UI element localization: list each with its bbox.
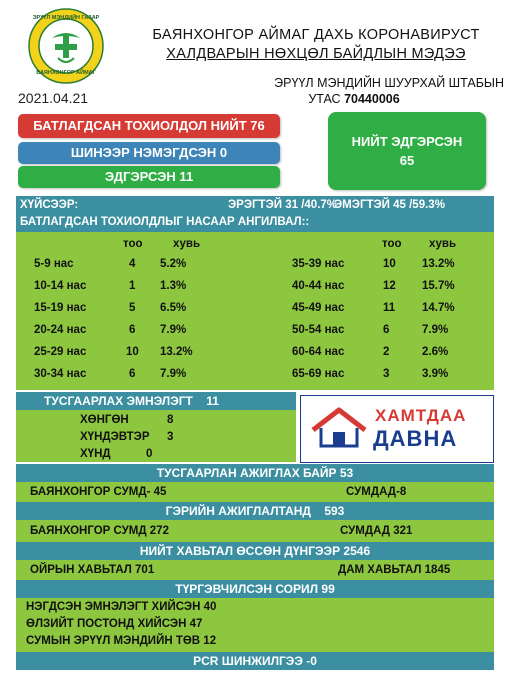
age-row [16,346,494,368]
isolation-title-bar [16,464,494,482]
col-pct-left: хувь [173,238,201,250]
home-observation-count: 593 [324,504,345,518]
close-contacts: ОЙРЫН ХАВЬТАЛ 701 [30,564,155,576]
age-pct: 2.6% [422,346,449,358]
age-count: 1 [129,280,136,292]
col-count-left: тоо [123,238,143,250]
hq-name: ЭРҮҮЛ МЭНДИЙН ШУУРХАЙ ШТАБЫН [274,76,504,90]
gender-female-stat: ЭМЭГТЭЙ 45 /59.3% [334,199,445,211]
age-group: 45-49 нас [292,302,345,314]
total-recovered-box [328,112,486,190]
age-pct: 1.3% [160,280,187,292]
age-group: 25-29 нас [34,346,87,358]
col-pct-right: хувь [429,238,457,250]
home-observation-other: СУМДАД 321 [340,525,413,537]
severity-severe-label: ХҮНД [80,448,111,460]
page-title-line1: БАЯНХОНГОР АЙМАГ ДАХЬ КОРОНАВИРУСТ [152,27,480,43]
age-count: 12 [383,280,396,292]
isolation-other: СУМДАД-8 [346,486,407,498]
together-badge [300,395,494,463]
rapid-test-item: НЭГДСЭН ЭМНЭЛЭГТ ХИЙСЭН 40 [26,601,217,613]
hospital-title-count: 11 [206,394,219,408]
isolation-center: БАЯНХОНГОР СУМД- 45 [30,486,167,498]
gender-header-bar [16,196,494,232]
badge-line2: ДАВНА [373,426,458,451]
severity-moderate-value: 3 [167,431,174,443]
age-count: 10 [126,346,139,358]
total-recovered-value: 65 [399,153,415,168]
age-pct: 3.9% [422,368,449,380]
age-pct: 5.2% [160,258,187,270]
age-row [16,280,494,302]
pcr-tests: PCR ШИНЖИЛГЭЭ -0 [193,654,317,668]
secondary-contacts: ДАМ ХАВЬТАЛ 1845 [338,564,451,576]
phone-number: 70440006 [344,92,400,106]
phone-line [270,92,438,106]
age-classification-title: БАТЛАГДСАН ТОХИОЛДЛЫГ НАСААР АНГИЛВАЛ:: [20,216,310,228]
recovered-pill: ЭДГЭРСЭН 11 [18,166,280,188]
age-pct: 7.9% [160,324,187,336]
home-observation-panel [16,520,494,542]
severity-moderate-label: ХҮНДЭВТЭР [80,431,150,443]
col-count-right: тоо [382,238,402,250]
report-date: 2021.04.21 [18,90,89,106]
age-group: 65-69 нас [292,368,345,380]
age-pct: 13.2% [422,258,455,270]
home-observation-title [166,504,345,518]
age-count: 6 [383,324,390,336]
rapid-tests-title-bar [16,580,494,598]
page-title-line2: ХАЛДВАРЫН НӨХЦӨЛ БАЙДЛЫН МЭДЭЭ [166,46,466,62]
rapid-tests-panel [16,598,494,652]
rapid-test-item: СУМЫН ЭРҮҮЛ МЭНДИЙН ТӨВ 12 [26,635,217,647]
hospital-title [44,394,219,408]
isolation-title: ТУСГААРЛАН АЖИГЛАХ БАЙР 53 [156,466,354,480]
home-observation-title-text: ГЭРИЙН АЖИГЛАЛТАНД [165,504,311,518]
age-pct: 13.2% [160,346,193,358]
home-observation-center: БАЯНХОНГОР СУМД 272 [30,525,169,537]
health-department-logo [28,8,104,84]
logo-text-bottom: БАЯНХОНГОР АЙМАГ [36,70,96,76]
isolation-panel [16,482,494,502]
age-group: 40-44 нас [292,280,345,292]
age-count: 6 [129,368,136,380]
age-pct: 15.7% [422,280,455,292]
age-count: 4 [129,258,136,270]
age-count: 6 [129,324,136,336]
hospital-title-text: ТУСГААРЛАХ ЭМНЭЛЭГТ [44,394,193,408]
badge-line1: ХАМТДАА [375,406,467,425]
age-group: 15-19 нас [34,302,87,314]
hospital-severity-panel [16,410,296,462]
rapid-test-item: ӨЛЗИЙТ ПОСТОНД ХИЙСЭН 47 [26,618,203,630]
contacts-title: НИЙТ ХАВЬТАЛ ӨССӨН ДҮНГЭЭР 2546 [139,544,371,558]
home-observation-title-bar [16,502,494,520]
age-group: 10-14 нас [34,280,87,292]
phone-label: УТАС [308,92,341,106]
age-group: 5-9 нас [34,258,74,270]
age-group: 50-54 нас [292,324,345,336]
total-recovered-label: НИЙТ ЭДГЭРСЭН [351,134,463,149]
gender-label: ХҮЙСЭЭР: [20,199,79,211]
contacts-title-bar [16,542,494,560]
age-group: 35-39 нас [292,258,345,270]
age-group: 60-64 нас [292,346,345,358]
age-row [16,368,494,390]
age-count: 11 [383,302,396,314]
new-cases-pill: ШИНЭЭР НЭМЭГДСЭН 0 [18,142,280,164]
age-count: 10 [383,258,396,270]
age-row [16,324,494,346]
age-pct: 7.9% [422,324,449,336]
age-pct: 7.9% [160,368,187,380]
hospital-title-bar [16,392,296,410]
age-group: 20-24 нас [34,324,87,336]
severity-mild-label: ХӨНГӨН [80,414,129,426]
confirmed-total-pill: БАТЛАГДСАН ТОХИОЛДОЛ НИЙТ 76 [18,114,280,138]
age-pct: 6.5% [160,302,187,314]
age-count: 3 [383,368,390,380]
age-group: 30-34 нас [34,368,87,380]
severity-severe-value: 0 [146,448,153,460]
contacts-panel [16,560,494,580]
house-icon [309,406,369,452]
logo-text-top: ЭРҮҮЛ МЭНДИЙН ГАЗАР [32,15,100,21]
age-count: 5 [129,302,136,314]
age-row [16,302,494,324]
rapid-tests-title: ТҮРГЭВЧИЛСЭН СОРИЛ 99 [175,582,335,596]
gender-male-stat: ЭРЭГТЭЙ 31 /40.7% [228,199,338,211]
severity-mild-value: 8 [167,414,174,426]
pcr-bar [16,652,494,670]
age-table [16,232,494,390]
age-row [16,258,494,280]
age-pct: 14.7% [422,302,455,314]
age-count: 2 [383,346,390,358]
